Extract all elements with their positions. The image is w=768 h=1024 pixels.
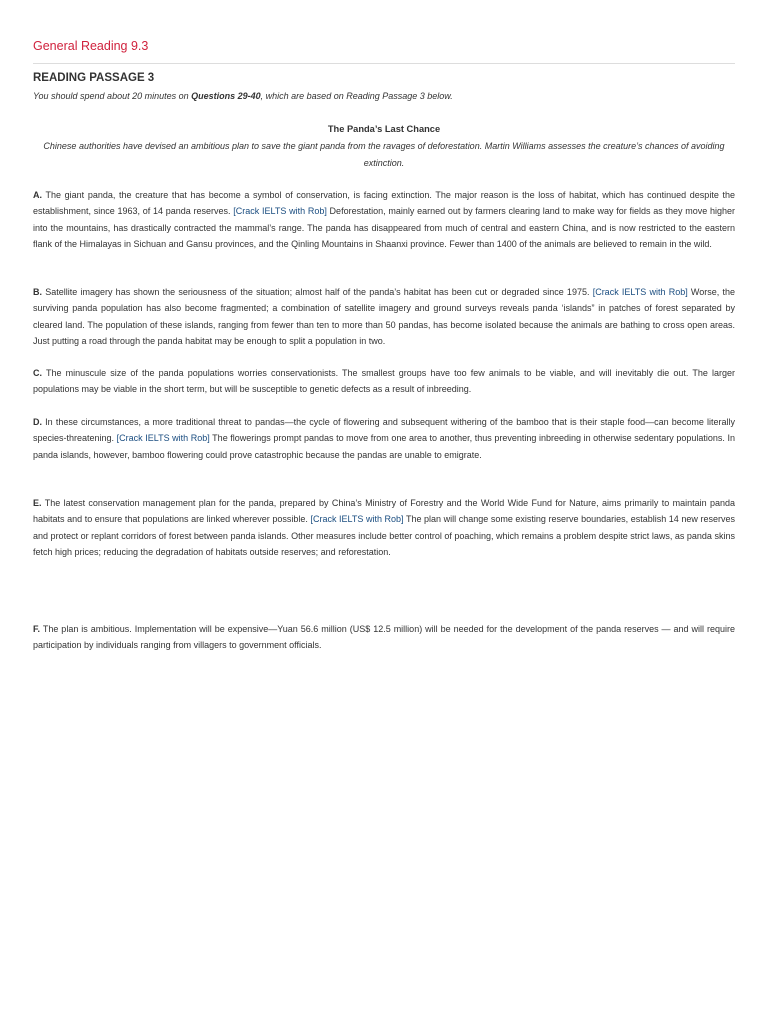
paragraph-letter: A.	[33, 190, 42, 200]
crack-ielts-link[interactable]: [Crack IELTS with Rob]	[233, 206, 327, 217]
passage-heading: READING PASSAGE 3	[33, 72, 155, 84]
crack-ielts-link[interactable]: [Crack IELTS with Rob]	[116, 433, 210, 444]
paragraph-letter: C.	[33, 368, 42, 378]
paragraph-text: The plan is ambitious. Implementation will be expensive—Yuan 56.6 million (US$ 12.5 million) will be needed for the development of the panda reserves — and will require participation by individuals ranging from villagers to government officials.	[33, 624, 735, 651]
paragraph-text: Deforestation, mainly earned out by farmers clearing land to make way for fields as they move higher into the mountains, has drastically contracted the mammal’s range. The panda has disappeared from much of central and eastern China, and is now restricted to the eastern flank of the Himalayas in Sichuan and Gansu provinces, and the Qinling Mountains in Shaanxi province. Fewer than 1400 of the animals are believed to remain in the wild.	[33, 206, 735, 249]
article-subtitle: Chinese authorities have devised an ambitious plan to save the giant panda from the ravages of deforestation. Martin Williams assesses the creature’s chances of avoiding extinction.	[43, 141, 725, 168]
paragraph-letter: E.	[33, 498, 42, 508]
crack-ielts-link[interactable]: [Crack IELTS with Rob]	[310, 514, 404, 525]
instructions-questions: Questions 29-40	[191, 91, 261, 101]
paragraph-text: The latest conservation management plan for the panda, prepared by China’s Ministry of Forestry and the World Wide Fund for Nature, aims primarily to maintain panda habitats and to ensure that populations are linked wherever possible.	[33, 498, 735, 525]
passage-instructions	[33, 91, 453, 101]
paragraph-e	[33, 495, 735, 560]
paragraph-letter: B.	[33, 287, 42, 297]
paragraph-text: The minuscule size of the panda populations worries conservationists. The smallest groups have too few animals to be viable, and will inevitably die out. The larger populations may be viable in the short term, but will be susceptible to genetic defects as a result of inbreeding.	[33, 368, 735, 395]
paragraph-text: Worse, the surviving panda population has also become fragmented; a combination of satellite imagery and ground surveys reveals panda ‘islands” in patches of forest separated by cleared land. The population of these islands, ranging from fewer than ten to more than 50 pandas, has become isolated because the animals are bathing to cross open areas. Just putting a road through the panda habitat may be enough to split a population in two.	[33, 287, 735, 346]
instructions-after: , which are based on Reading Passage 3 below.	[260, 91, 453, 101]
paragraph-text: In these circumstances, a more traditional threat to pandas—the cycle of flowering and subsequent withering of the bamboo that is their staple food—can become literally species-threatening.	[33, 417, 735, 444]
crack-ielts-link[interactable]: [Crack IELTS with Rob]	[592, 287, 688, 297]
page-title: General Reading 9.3	[33, 39, 149, 53]
title-divider	[33, 63, 735, 64]
paragraph-text: The plan will change some existing reserve boundaries, establish 14 new reserves and protect or replant corridors of forest between panda islands. Other measures include better control of poaching, which remains a problem despite strict laws, as panda skins fetch high prices; reducing the degradation of habitats outside reserves; and reforestation.	[33, 514, 735, 557]
paragraph-text: The flowerings prompt pandas to move from one area to another, thus preventing inbreeding in otherwise sedentary populations. In panda islands, however, bamboo flowering could prove catastrophic because the pandas are unable to emigrate.	[33, 433, 735, 460]
paragraph-f	[33, 621, 735, 654]
paragraph-text: Satellite imagery has shown the seriousness of the situation; almost half of the panda’s habitat has been cut or degraded since 1975.	[42, 287, 593, 297]
paragraph-letter: D.	[33, 417, 42, 427]
paragraph-letter: F.	[33, 624, 41, 634]
article-title: The Panda’s Last Chance	[327, 124, 441, 134]
paragraph-a	[33, 187, 735, 252]
paragraph-text: The giant panda, the creature that has become a symbol of conservation, is facing extinction. The major reason is the loss of habitat, which has continued despite the establishment, since 1963, of 14 panda reserves.	[33, 190, 735, 217]
instructions-before: You should spend about 20 minutes on	[33, 91, 192, 101]
paragraph-b	[33, 284, 735, 349]
paragraph-d	[33, 414, 735, 463]
paragraph-c	[33, 365, 735, 398]
